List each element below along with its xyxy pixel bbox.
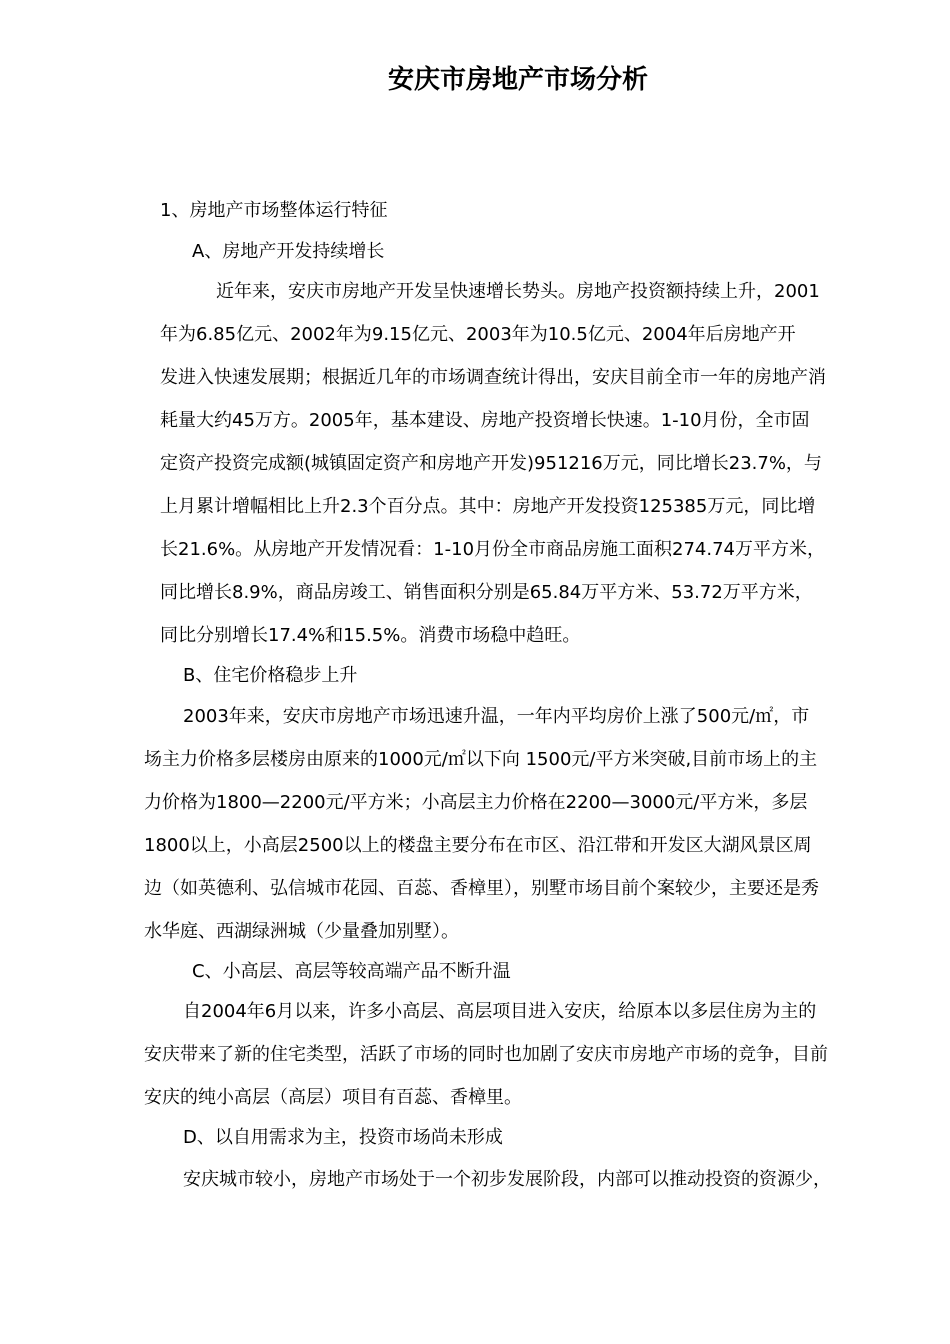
paragraph-line: 同比增长8.9%，商品房竣工、销售面积分别是65.84万平方米、53.72万平方米， [160,582,813,603]
paragraph-line: 安庆带来了新的住宅类型，活跃了市场的同时也加剧了安庆市房地产市场的竞争，目前 [144,1044,828,1065]
paragraph-line: 发进入快速发展期；根据近几年的市场调查统计得出，安庆目前全市一年的房地产消 [160,367,826,388]
paragraph-line: 场主力价格多层楼房由原来的1000元/㎡以下向 1500元/平方米突破,目前市场上的主 [144,749,818,770]
section-heading: 1、房地产市场整体运行特征 [160,200,388,221]
paragraph-line: 1800以上，小高层2500以上的楼盘主要分布在市区、沿江带和开发区大湖风景区周 [144,835,812,856]
paragraph-a [160,270,872,657]
paragraph-line: 近年来，安庆市房地产开发呈快速增长势头。房地产投资额持续上升，2001 [216,281,820,302]
paragraph-line: 定资产投资完成额(城镇固定资产和房地产开发)951216万元，同比增长23.7%，与 [160,453,822,474]
subsection-heading-c: C、小高层、高层等较高端产品不断升温 [192,961,511,982]
paragraph-line: 边（如英德利、弘信城市花园、百蕊、香樟里），别墅市场目前个案较少，主要还是秀 [144,878,819,899]
page-title: 安庆市房地产市场分析 [387,65,648,95]
paragraph-line: 自2004年6月以来，许多小高层、高层项目进入安庆，给原本以多层住房为主的 [183,1001,817,1022]
paragraph-line: 水华庭、西湖绿洲城（少量叠加别墅）。 [144,921,459,942]
paragraph-c [144,990,878,1119]
paragraph-d [144,1158,878,1201]
paragraph-line: 力价格为1800—2200元/平方米；小高层主力价格在2200—3000元/平方米，多层 [144,792,808,813]
subsection-heading-a: A、房地产开发持续增长 [192,241,385,262]
subsection-heading-d: D、以自用需求为主，投资市场尚未形成 [183,1127,503,1148]
paragraph-line: 2003年来，安庆市房地产市场迅速升温，一年内平均房价上涨了500元/㎡，市 [183,706,810,727]
paragraph-line: 同比分别增长17.4%和15.5%。消费市场稳中趋旺。 [160,625,581,646]
paragraph-line: 耗量大约45万方。2005年，基本建设、房地产投资增长快速。1-10月份，全市固 [160,410,810,431]
paragraph-line: 年为6.85亿元、2002年为9.15亿元、2003年为10.5亿元、2004年后房地产开 [160,324,796,345]
subsection-heading-b: B、住宅价格稳步上升 [183,665,358,686]
paragraph-line: 上月累计增幅相比上升2.3个百分点。其中：房地产开发投资125385万元，同比增 [160,496,816,517]
paragraph-line: 安庆的纯小高层（高层）项目有百蕊、香樟里。 [144,1087,522,1108]
paragraph-b [144,695,878,953]
paragraph-line: 安庆城市较小，房地产市场处于一个初步发展阶段，内部可以推动投资的资源少， [183,1169,831,1190]
paragraph-line: 长21.6%。从房地产开发情况看：1-10月份全市商品房施工面积274.74万平方米， [160,539,826,560]
